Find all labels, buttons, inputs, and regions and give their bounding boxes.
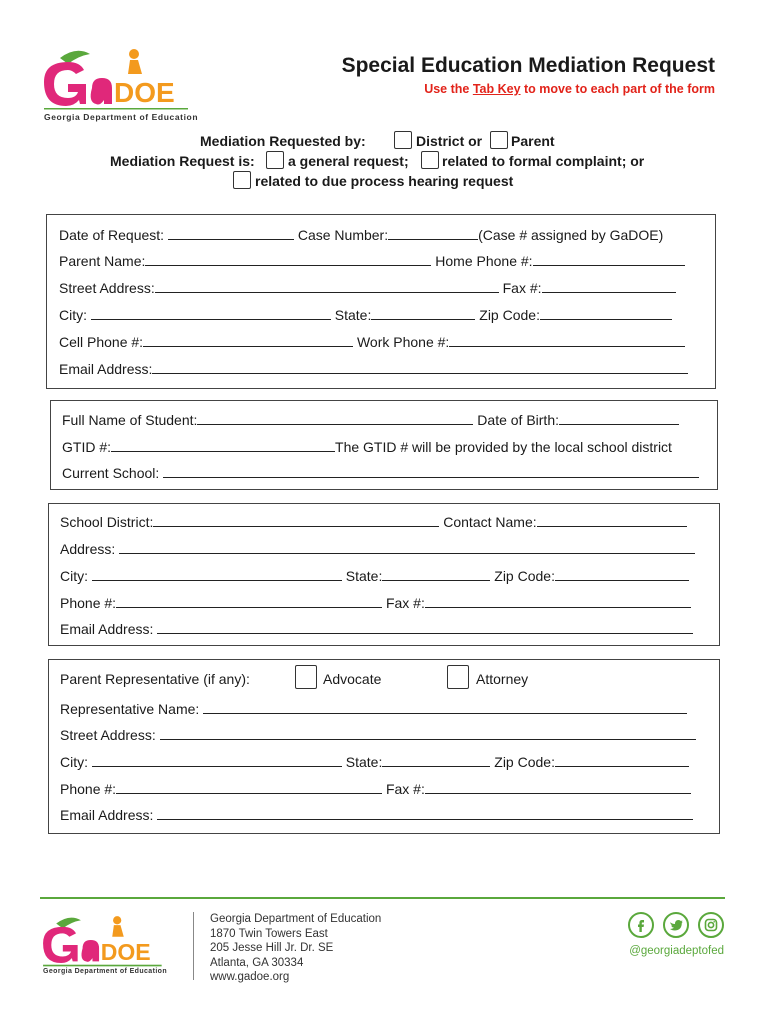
district-fax-label: Fax #:: [385, 595, 425, 611]
rep-fax-label: Fax #:: [385, 781, 425, 797]
district-fax-field[interactable]: [425, 594, 691, 608]
cell-phone-field[interactable]: [143, 333, 353, 347]
home-phone-field[interactable]: [533, 252, 685, 266]
representative-section: [48, 659, 720, 834]
svg-text:DOE: DOE: [100, 938, 151, 965]
rep-phone-label: Phone #:: [60, 781, 117, 797]
parent-option-label: Parent: [511, 133, 555, 149]
district-email-label: Email Address:: [60, 621, 154, 637]
footer-separator: [193, 912, 194, 980]
district-phone-label: Phone #:: [60, 595, 117, 611]
district-checkbox[interactable]: [394, 131, 412, 149]
instagram-icon[interactable]: [698, 912, 724, 938]
contact-name-field[interactable]: [537, 513, 687, 527]
requested-by-label: Mediation Requested by:: [200, 133, 366, 149]
rep-state-field[interactable]: [382, 753, 490, 767]
attorney-checkbox[interactable]: [447, 665, 469, 689]
district-state-label: State:: [345, 568, 383, 584]
district-info-section: [48, 503, 720, 646]
home-phone-label: Home Phone #:: [435, 253, 533, 269]
street-address-label: Street Address:: [59, 280, 155, 296]
footer-org: Georgia Department of Education: [210, 913, 382, 925]
formal-complaint-checkbox[interactable]: [421, 151, 439, 169]
zip-code-field[interactable]: [540, 306, 672, 320]
rep-email-field[interactable]: [157, 806, 693, 820]
social-handle: @georgiadeptofed: [629, 945, 724, 957]
district-address-field[interactable]: [119, 540, 695, 554]
dob-field[interactable]: [559, 411, 679, 425]
dob-label: Date of Birth:: [477, 412, 559, 428]
parent-name-field[interactable]: [145, 252, 431, 266]
fax-field[interactable]: [542, 279, 676, 293]
city-label: City:: [59, 307, 87, 323]
attorney-label: Attorney: [476, 671, 529, 687]
parent-info-section: [46, 214, 716, 389]
school-district-field[interactable]: [153, 513, 439, 527]
rep-zip-label: Zip Code:: [494, 754, 555, 770]
gadoe-logo: [38, 44, 198, 126]
current-school-field[interactable]: [163, 464, 699, 478]
state-field[interactable]: [371, 306, 475, 320]
facebook-icon[interactable]: [628, 912, 654, 938]
case-number-field[interactable]: [388, 226, 478, 240]
email-address-field[interactable]: [152, 360, 688, 374]
gtid-note: The GTID # will be provided by the local school district: [335, 439, 672, 455]
case-number-note: (Case # assigned by GaDOE): [478, 227, 664, 243]
representative-name-label: Representative Name:: [60, 701, 200, 717]
case-number-label: Case Number:: [297, 227, 389, 243]
district-city-label: City:: [60, 568, 88, 584]
current-school-label: Current School:: [62, 465, 160, 481]
representative-name-field[interactable]: [203, 700, 687, 714]
district-state-field[interactable]: [382, 567, 490, 581]
tab-key-instruction: Use the Tab Key to move to each part of the form: [424, 82, 715, 96]
school-district-label: School District:: [60, 514, 154, 530]
footer-address: [210, 912, 381, 985]
page-title: Special Education Mediation Request: [341, 54, 715, 77]
parent-name-label: Parent Name:: [59, 253, 146, 269]
footer-addr3: Atlanta, GA 30334: [210, 956, 304, 969]
parent-checkbox[interactable]: [490, 131, 508, 149]
email-address-label: Email Address:: [59, 361, 153, 377]
rep-fax-field[interactable]: [425, 780, 691, 794]
zip-code-label: Zip Code:: [479, 307, 540, 323]
rep-street-field[interactable]: [160, 726, 696, 740]
logo-tagline: Georgia Department of Education: [44, 112, 199, 122]
student-info-section: [50, 400, 718, 490]
street-address-field[interactable]: [155, 279, 499, 293]
rep-street-label: Street Address:: [60, 727, 156, 743]
general-request-label: a general request;: [288, 153, 409, 169]
formal-complaint-label: related to formal complaint; or: [442, 153, 645, 169]
rep-city-label: City:: [60, 754, 88, 770]
footer-addr2: 205 Jesse Hill Jr. Dr. SE: [210, 942, 334, 954]
fax-label: Fax #:: [502, 280, 542, 296]
footer-addr1: 1870 Twin Towers East: [210, 927, 328, 940]
contact-name-label: Contact Name:: [443, 514, 537, 530]
due-process-label: related to due process hearing request: [255, 173, 514, 189]
rep-city-field[interactable]: [92, 753, 342, 767]
student-name-field[interactable]: [197, 411, 473, 425]
gtid-field[interactable]: [111, 438, 335, 452]
rep-state-label: State:: [345, 754, 383, 770]
rep-phone-field[interactable]: [116, 780, 382, 794]
general-request-checkbox[interactable]: [266, 151, 284, 169]
date-of-request-label: Date of Request:: [59, 227, 165, 243]
advocate-label: Advocate: [323, 671, 382, 687]
work-phone-field[interactable]: [449, 333, 685, 347]
district-option-label: District or: [416, 133, 483, 149]
footer-logo-tagline: Georgia Department of Education: [43, 968, 168, 975]
footer-gadoe-logo: [38, 912, 170, 978]
parent-representative-label: Parent Representative (if any):: [60, 671, 250, 687]
rep-email-label: Email Address:: [60, 807, 154, 823]
city-field[interactable]: [91, 306, 331, 320]
svg-text:DOE: DOE: [114, 77, 175, 108]
twitter-icon[interactable]: [663, 912, 689, 938]
student-name-label: Full Name of Student:: [62, 412, 198, 428]
advocate-checkbox[interactable]: [295, 665, 317, 689]
work-phone-label: Work Phone #:: [356, 334, 450, 350]
district-city-field[interactable]: [92, 567, 342, 581]
footer-divider: [40, 897, 725, 899]
cell-phone-label: Cell Phone #:: [59, 334, 144, 350]
district-email-field[interactable]: [157, 620, 693, 634]
footer-website[interactable]: www.gadoe.org: [210, 971, 290, 983]
district-zip-label: Zip Code:: [494, 568, 555, 584]
due-process-checkbox[interactable]: [233, 171, 251, 189]
district-zip-field[interactable]: [555, 567, 689, 581]
date-of-request-field[interactable]: [168, 226, 294, 240]
district-phone-field[interactable]: [116, 594, 382, 608]
rep-zip-field[interactable]: [555, 753, 689, 767]
request-is-label: Mediation Request is:: [110, 153, 255, 169]
gtid-label: GTID #:: [62, 439, 112, 455]
state-label: State:: [334, 307, 372, 323]
district-address-label: Address:: [60, 541, 116, 557]
